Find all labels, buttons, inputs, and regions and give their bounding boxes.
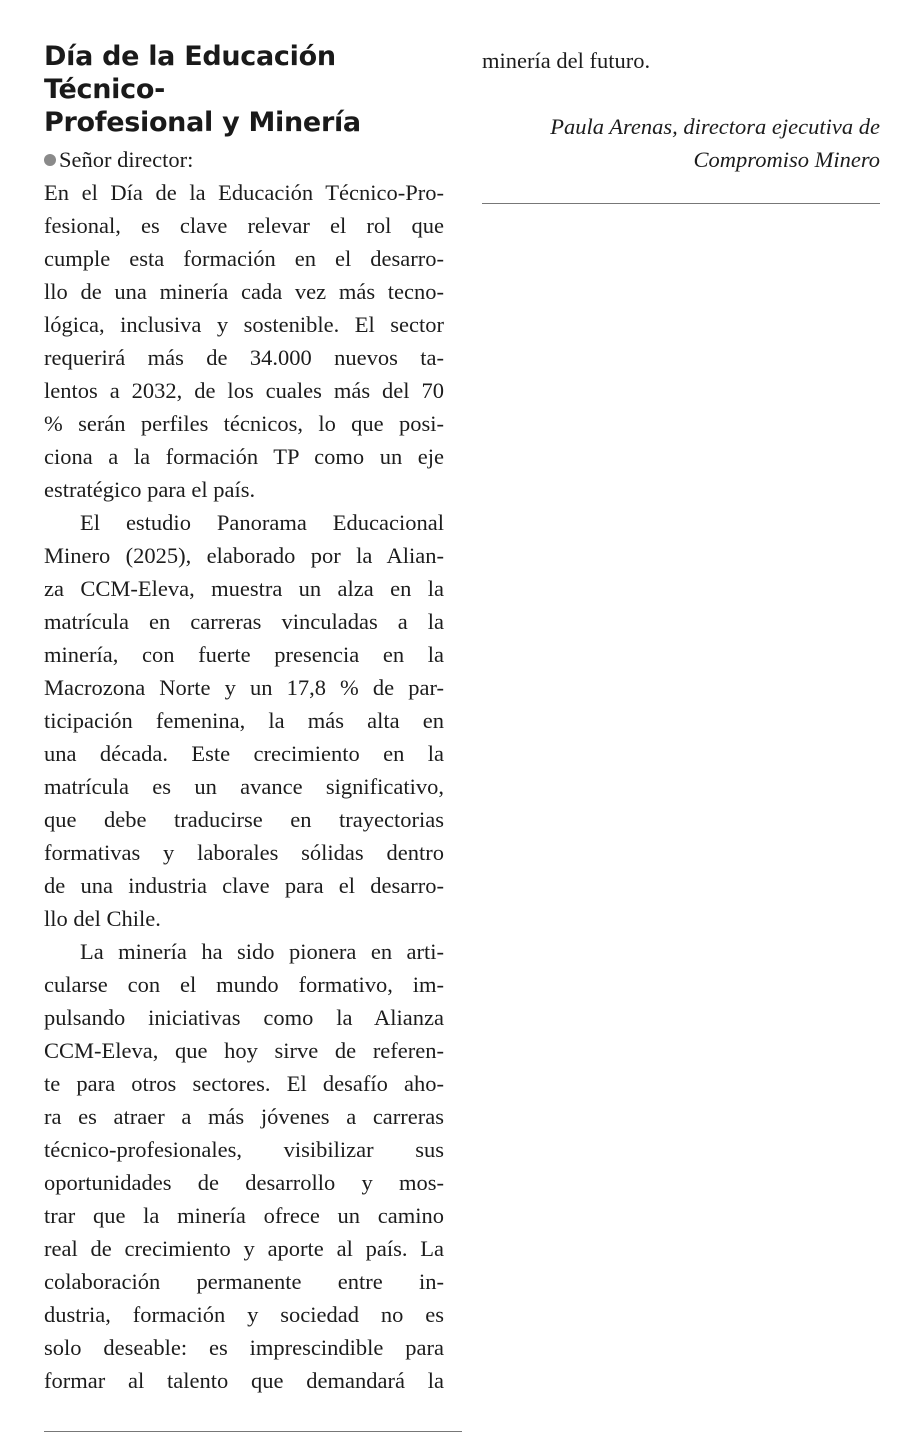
continuation-line: minería del futuro. [482,48,651,73]
paragraph-3-line: solo deseable: es imprescindible para [44,1335,444,1360]
paragraph-1-line: % serán perfiles técnicos, lo que posi- [44,411,444,436]
paragraph-3-line: te para otros sectores. El desafío aho- [44,1071,444,1096]
paragraph-2-line: matrícula en carreras vinculadas a la [44,609,444,634]
letter-body-right-column [482,44,880,77]
paragraph-3-line: pulsando iniciativas como la Alianza [44,1005,444,1030]
salutation: Señor director: [59,147,194,172]
paragraph-1-line: requerirá más de 34.000 nuevos ta- [44,345,444,370]
paragraph-3-line: formar al talento que demandará la [44,1368,444,1393]
paragraph-2-line: llo del Chile. [44,906,161,931]
signature-block [482,110,880,176]
paragraph-2-line: Minero (2025), elaborado por la Alian- [44,543,444,568]
paragraph-2-line: que debe traducirse en trayectorias [44,807,444,832]
paragraph-3-line: cularse con el mundo formativo, im- [44,972,444,997]
signature-organization: Compromiso Minero [693,147,880,172]
salutation-line [44,143,444,176]
paragraph-3-line: real de crecimiento y aporte al país. La [44,1236,444,1261]
title-line-2: Profesional y Minería [44,107,361,138]
paragraph-1 [44,176,444,506]
bullet-icon [44,154,56,166]
paragraph-2-line: za CCM-Eleva, muestra un alza en la [44,576,444,601]
paragraph-2-line: Macrozona Norte y un 17,8 % de par- [44,675,444,700]
paragraph-3-line: oportunidades de desarrollo y mos- [44,1170,444,1195]
paragraph-3-line: dustria, formación y sociedad no es [44,1302,444,1327]
paragraph-1-line: fesional, es clave relevar el rol que [44,213,444,238]
paragraph-3-line: CCM-Eleva, que hoy sirve de referen- [44,1038,444,1063]
title-line-1: Día de la Educación Técnico- [44,41,336,105]
paragraph-3 [44,935,444,1397]
paragraph-2-line: una década. Este crecimiento en la [44,741,444,766]
paragraph-3-line: técnico-profesionales, visibilizar sus [44,1137,444,1162]
letter-body-left-column [44,143,444,1397]
end-of-letter-rule [482,203,880,204]
paragraph-2-line: minería, con fuerte presencia en la [44,642,444,667]
paragraph-1-line: cumple esta formación en el desarro- [44,246,444,271]
paragraph-1-line: ciona a la formación TP como un eje [44,444,444,469]
column-divider-rule [44,1431,462,1432]
paragraph-2 [44,506,444,935]
paragraph-2-line: El estudio Panorama Educacional [80,510,444,535]
paragraph-2-line: de una industria clave para el desarro- [44,873,444,898]
paragraph-2-line: matrícula es un avance significativo, [44,774,444,799]
article-title [44,40,464,139]
paragraph-1-line: llo de una minería cada vez más tecno- [44,279,444,304]
paragraph-3-line: trar que la minería ofrece un camino [44,1203,444,1228]
paragraph-1-line: lógica, inclusiva y sostenible. El sector [44,312,444,337]
paragraph-3-line: colaboración permanente entre in- [44,1269,444,1294]
signature-name-title: Paula Arenas, directora ejecutiva de [550,114,880,139]
paragraph-1-line: lentos a 2032, de los cuales más del 70 [44,378,444,403]
paragraph-3-line: La minería ha sido pionera en arti- [80,939,444,964]
paragraph-2-line: formativas y laborales sólidas dentro [44,840,444,865]
paragraph-3-line: ra es atraer a más jóvenes a carreras [44,1104,444,1129]
paragraph-2-line: ticipación femenina, la más alta en [44,708,444,733]
paragraph-1-line: estratégico para el país. [44,477,256,502]
paragraph-1-line: En el Día de la Educación Técnico-Pro- [44,180,444,205]
